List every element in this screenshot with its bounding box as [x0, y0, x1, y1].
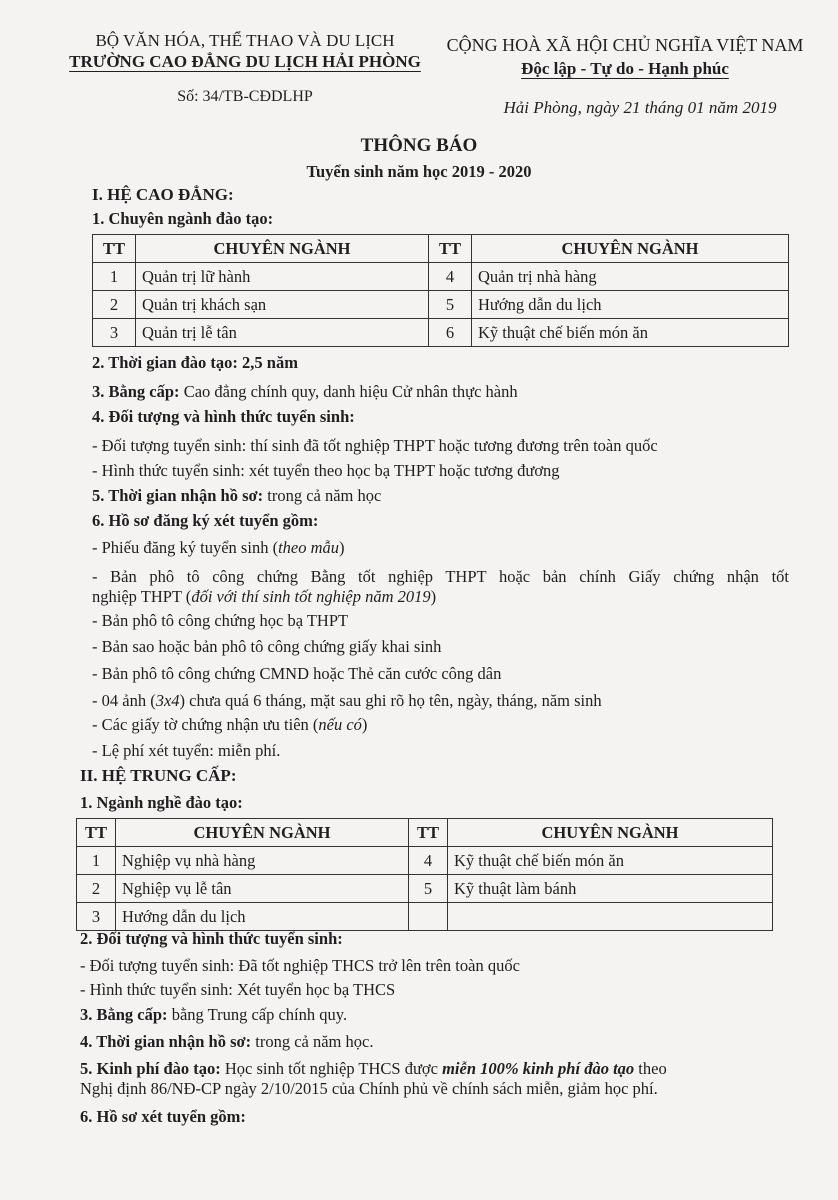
- dossier-item: - Lệ phí xét tuyển: miễn phí.: [92, 741, 281, 760]
- table-header-row: [77, 819, 773, 847]
- table-cell: 6: [429, 319, 472, 347]
- table-cell: Kỹ thuật làm bánh: [448, 875, 773, 903]
- table-row: [93, 263, 789, 291]
- ministry-name: BỘ VĂN HÓA, THỂ THAO VÀ DU LỊCH: [95, 31, 395, 50]
- table-cell: [448, 903, 773, 931]
- table-row: [77, 875, 773, 903]
- dossier-item: - Bản phô tô công chứng CMND hoặc Thẻ căn cước công dân: [92, 664, 502, 683]
- school-name: TRƯỜNG CAO ĐẲNG DU LỊCH HẢI PHÒNG: [69, 52, 421, 71]
- table-header: CHUYÊN NGÀNH: [116, 819, 409, 847]
- document-date: Hải Phòng, ngày 21 tháng 01 năm 2019: [503, 98, 777, 117]
- table-cell: 2: [93, 291, 136, 319]
- section2-fee: 5. Kinh phí đào tạo: Học sinh tốt nghiệp THCS được miễn 100% kinh phí đào tạo theo: [80, 1059, 667, 1078]
- table-row: [93, 291, 789, 319]
- table-header: TT: [429, 235, 472, 263]
- table-cell: Hướng dẫn du lịch: [472, 291, 789, 319]
- section1-target-2: - Hình thức tuyển sinh: xét tuyển theo học bạ THPT hoặc tương đương: [92, 461, 560, 480]
- table-cell: 4: [429, 263, 472, 291]
- dossier-item: - Bản phô tô công chứng học bạ THPT: [92, 611, 349, 630]
- page-title: THÔNG BÁO: [360, 135, 478, 156]
- table-cell: Hướng dẫn du lịch: [116, 903, 409, 931]
- section2-fee-cont: Nghị định 86/NĐ-CP ngày 2/10/2015 của Chính phủ về chính sách miễn, giảm học phí.: [80, 1079, 658, 1098]
- table-cell: 1: [77, 847, 116, 875]
- table-cell: Kỹ thuật chế biến món ăn: [472, 319, 789, 347]
- nation-name: CỘNG HOÀ XÃ HỘI CHỦ NGHĨA VIỆT NAM: [446, 35, 804, 55]
- table-cell: 3: [77, 903, 116, 931]
- section1-heading: I. HỆ CAO ĐẲNG:: [92, 185, 234, 204]
- table-cell: 5: [409, 875, 448, 903]
- dossier-item: - Các giấy tờ chứng nhận ưu tiên (nếu có): [92, 715, 368, 734]
- dossier-item-cont: nghiệp THPT (đối với thí sinh tốt nghiệp năm 2019): [92, 587, 437, 606]
- table-header: TT: [409, 819, 448, 847]
- table-cell: Nghiệp vụ nhà hàng: [116, 847, 409, 875]
- table-row: [93, 319, 789, 347]
- section2-majors-table: [76, 818, 773, 931]
- section2-target-2: - Hình thức tuyển sinh: Xét tuyển học bạ THCS: [80, 980, 396, 999]
- table-header: CHUYÊN NGÀNH: [472, 235, 789, 263]
- section2-receive-time: 4. Thời gian nhận hồ sơ: trong cả năm học.: [80, 1032, 374, 1051]
- table-cell: Nghiệp vụ lễ tân: [116, 875, 409, 903]
- section1-target-1: - Đối tượng tuyển sinh: thí sinh đã tốt nghiệp THPT hoặc tương đương trên toàn quốc: [92, 436, 658, 455]
- table-cell: Quản trị lễ tân: [136, 319, 429, 347]
- table-cell: 2: [77, 875, 116, 903]
- dossier-item: - Phiếu đăng ký tuyển sinh (theo mẫu): [92, 538, 345, 557]
- section2-degree: 3. Bằng cấp: bằng Trung cấp chính quy.: [80, 1005, 348, 1024]
- section1-duration: 2. Thời gian đào tạo: 2,5 năm: [92, 353, 298, 372]
- table-cell: 1: [93, 263, 136, 291]
- page-subtitle: Tuyển sinh năm học 2019 - 2020: [306, 162, 532, 181]
- section1-receive-time: 5. Thời gian nhận hồ sơ: trong cả năm học: [92, 486, 382, 505]
- table-row: [77, 903, 773, 931]
- table-header: TT: [77, 819, 116, 847]
- section2-target-1: - Đối tượng tuyển sinh: Đã tốt nghiệp THCS trở lên trên toàn quốc: [80, 956, 520, 975]
- table-row: [77, 847, 773, 875]
- motto: Độc lập - Tự do - Hạnh phúc: [521, 59, 729, 78]
- dossier-item: - 04 ảnh (3x4) chưa quá 6 tháng, mặt sau ghi rõ họ tên, ngày, tháng, năm sinh: [92, 691, 602, 710]
- dossier-item: - Bản sao hoặc bản phô tô công chứng giấy khai sinh: [92, 637, 442, 656]
- section1-degree: 3. Bằng cấp: Cao đẳng chính quy, danh hiệu Cử nhân thực hành: [92, 382, 518, 401]
- table-cell: [409, 903, 448, 931]
- table-header: CHUYÊN NGÀNH: [136, 235, 429, 263]
- table-cell: Kỹ thuật chế biến món ăn: [448, 847, 773, 875]
- section2-dossier-heading: 6. Hồ sơ xét tuyển gồm:: [80, 1107, 246, 1126]
- section2-target-heading: 2. Đối tượng và hình thức tuyển sinh:: [80, 929, 343, 948]
- section2-heading: II. HỆ TRUNG CẤP:: [80, 766, 237, 785]
- section1-majors-heading: 1. Chuyên ngành đào tạo:: [92, 209, 274, 228]
- table-header: TT: [93, 235, 136, 263]
- section1-majors-table: [92, 234, 789, 347]
- table-cell: Quản trị nhà hàng: [472, 263, 789, 291]
- table-cell: 3: [93, 319, 136, 347]
- section2-majors-heading: 1. Ngành nghề đào tạo:: [80, 793, 243, 812]
- table-cell: 4: [409, 847, 448, 875]
- table-header-row: [93, 235, 789, 263]
- table-cell: Quản trị khách sạn: [136, 291, 429, 319]
- table-header: CHUYÊN NGÀNH: [448, 819, 773, 847]
- document-number: Số: 34/TB-CĐDLHP: [177, 88, 313, 105]
- table-cell: 5: [429, 291, 472, 319]
- section1-target-heading: 4. Đối tượng và hình thức tuyển sinh:: [92, 407, 355, 426]
- section1-dossier-heading: 6. Hồ sơ đăng ký xét tuyển gồm:: [92, 511, 319, 530]
- dossier-item: - Bản phô tô công chứng Bằng tốt nghiệp THPT hoặc bản chính Giấy chứng nhận tốt: [92, 567, 789, 586]
- table-cell: Quản trị lữ hành: [136, 263, 429, 291]
